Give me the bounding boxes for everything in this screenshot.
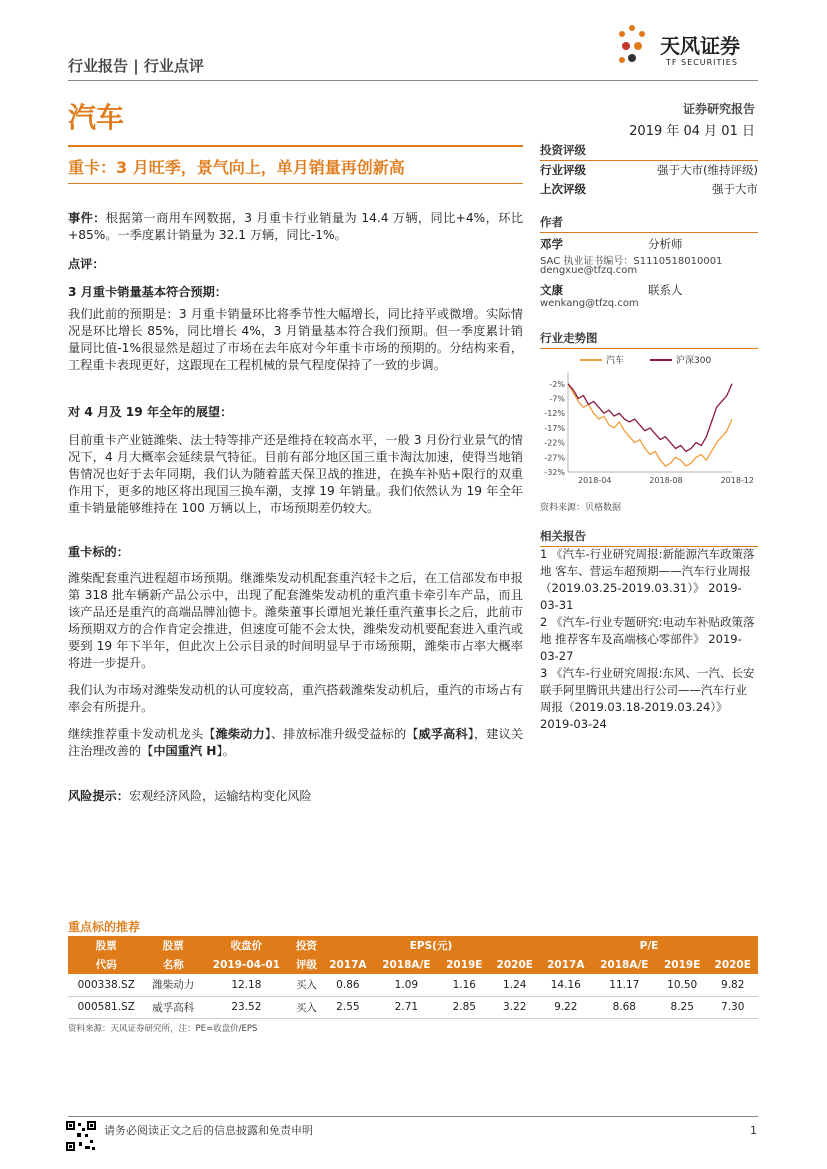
x-tick-label: 2018-08 (649, 476, 683, 485)
title-bottom-line (68, 183, 523, 184)
rating-label: 行业评级 (540, 163, 586, 177)
event-label: 事件： (68, 211, 106, 225)
th: 投资 (291, 936, 322, 955)
p5-stock-1: 潍柴动力 (215, 727, 265, 741)
th: 股票 (68, 936, 145, 955)
table-cell: 0.86 (322, 974, 374, 996)
footer-line (68, 1116, 758, 1117)
author-1-mail[interactable]: dengxue@tfzq.com (540, 265, 638, 276)
y-tick-label: -22% (544, 438, 565, 448)
table-cell: 8.68 (592, 996, 657, 1018)
event-text: 根据第一商用车网数据，3 月重卡行业销量为 14.4 万辆，同比+4%，环比+85%。一季度累计销量为 32.1 万辆，同比-1%。 (68, 211, 524, 242)
table-cell: 23.52 (202, 996, 291, 1018)
th: 2018A/E (374, 955, 439, 974)
risk-text: 宏观经济风险，运输结构变化风险 (128, 789, 312, 803)
y-tick-label: -17% (544, 423, 565, 433)
y-tick-label: -12% (544, 409, 565, 419)
comment-label: 点评： (68, 257, 105, 271)
report-kind: 证券研究报告 (682, 102, 755, 116)
author-2-mail[interactable]: wenkang@tfzq.com (540, 298, 639, 309)
table-cell: 9.82 (707, 974, 758, 996)
p5-e: 】，建议关注治理改善的【 (68, 727, 524, 758)
p5-a: 继续推荐重卡发动机龙头【 (68, 727, 216, 741)
table-cell: 9.22 (540, 996, 592, 1018)
th: 2019-04-01 (202, 955, 291, 974)
author-1-role: 分析师 (648, 237, 683, 251)
th: 代码 (68, 955, 145, 974)
x-tick-label: 2018-04 (578, 476, 612, 485)
author-1-name: 邓学 (540, 237, 563, 251)
paragraph-2: 目前重卡产业链潍柴、法士特等排产还是维持在较高水平，一般 3 月份行业景气的情况下，4 月大概率会延续景气特征。目前有部分地区国三重卡淘汰加速，使得当地销售情况也好于去年同期，我们认为随着蓝天保卫战的推进，在换车补贴+限行的双重作用下，更多的地区将出现国三换车潮，支撑 19 年销量。我们依然认为 19 年全年重卡销量能够维持在 100 万辆以上，市场预期差仍较大。 (68, 433, 523, 515)
legend-label: 沪深300 (676, 356, 712, 366)
th: 2020E (490, 955, 540, 974)
table-header-1 (68, 936, 758, 955)
page-number: 1 (750, 1124, 757, 1137)
p5-g: 】。 (216, 744, 235, 758)
author-2-row (540, 282, 758, 298)
section-heading-1: 3 月重卡销量基本符合预期： (68, 285, 227, 299)
th: P/E (540, 936, 758, 955)
author-heading: 作者 (540, 214, 758, 233)
paragraph-4: 我们认为市场对潍柴发动机的认可度较高，重汽搭载潍柴发动机后，重汽的市场占有率会有所提升。 (68, 683, 523, 714)
footer-disclaimer: 请务必阅读正文之后的信息披露和免责申明 (104, 1124, 313, 1137)
risk-paragraph (68, 788, 523, 805)
author-2-name: 文康 (540, 283, 563, 297)
author-1-sac: SAC 执业证书编号：S1110518010001 (540, 256, 723, 267)
table-cell: 2.71 (374, 996, 439, 1018)
table-cell: 1.16 (439, 974, 489, 996)
prev-rating-value: 强于大市 (712, 182, 758, 196)
rating-value: 强于大市(维持评级) (657, 163, 758, 177)
chart-source: 资料来源：贝格数据 (540, 503, 622, 513)
event-paragraph (68, 210, 523, 244)
prev-rating-label: 上次评级 (540, 182, 586, 196)
x-tick-label: 2018-12 (720, 476, 755, 485)
related-report-3[interactable]: 3 《汽车-行业研究周报:东风、一汽、长安联手阿里腾讯共建出行公司——汽车行业周报（2019.03.18-2019.03.24）》 2019-03-24 (540, 666, 755, 731)
rating-heading: 投资评级 (540, 142, 758, 161)
th: 2020E (707, 955, 758, 974)
logo-cn-text: 天风证券 (660, 34, 740, 58)
th: 名称 (145, 955, 202, 974)
y-tick-label: -7% (549, 394, 565, 404)
section-heading-3: 重卡标的： (68, 545, 129, 559)
th: 评级 (291, 955, 322, 974)
table-heading: 重点标的推荐 (68, 920, 141, 934)
risk-label: 风险提示： (68, 789, 129, 803)
table-cell: 威孚高科 (145, 996, 202, 1018)
trend-chart (540, 350, 758, 490)
related-report-2[interactable]: 2 《汽车-行业专题研究:电动车补贴政策落地 推荐客车及高端核心零部件》 2019-03-27 (540, 615, 755, 663)
report-type: 行业报告 | 行业点评 (68, 57, 204, 75)
table-cell: 潍柴动力 (145, 974, 202, 996)
related-heading: 相关报告 (540, 528, 758, 547)
qr-code-icon (65, 1120, 97, 1152)
th: 2018A/E (592, 955, 657, 974)
author-2-role: 联系人 (648, 283, 683, 297)
table-cell: 8.25 (657, 996, 707, 1018)
table-cell: 7.30 (707, 996, 758, 1018)
title-top-line (68, 145, 523, 147)
th: 2017A (540, 955, 592, 974)
table-cell: 11.17 (592, 974, 657, 996)
y-tick-label: -32% (544, 468, 565, 477)
rating-row (540, 162, 758, 178)
section-heading-2: 对 4 月及 19 年全年的展望： (68, 405, 233, 419)
stock-table (68, 936, 758, 1019)
p5-c: 】、排放标准升级受益标的【 (264, 727, 419, 741)
series-line-1 (568, 384, 732, 466)
report-date: 2019 年 04 月 01 日 (629, 124, 755, 139)
report-title: 重卡：3 月旺季，景气向上，单月销量再创新高 (68, 158, 405, 177)
table-row (68, 974, 758, 996)
table-cell: 3.22 (490, 996, 540, 1018)
table-cell: 12.18 (202, 974, 291, 996)
th: 股票 (145, 936, 202, 955)
th: 2019E (439, 955, 489, 974)
table-cell: 000338.SZ (68, 974, 145, 996)
header-divider (68, 80, 758, 81)
th: 2017A (322, 955, 374, 974)
table-cell: 1.09 (374, 974, 439, 996)
table-header-2 (68, 955, 758, 974)
prev-rating-row (540, 181, 758, 197)
paragraph-1: 我们此前的预期是：3 月重卡销量环比将季节性大幅增长，同比持平或微增。实际情况是环比增长 85%，同比增长 4%，3 月销量基本符合我们预期。但一季度累计销量同比值-1%很显然是超过了市场在去年底对今年重卡市场的预期的。分结构来看，工程重卡表现更好，这跟现在工程机械的景气程度保持了一致的步调。 (68, 307, 523, 372)
related-report-1[interactable]: 1 《汽车-行业研究周报:新能源汽车政策落地 客车、营运车超预期——汽车行业周报（2019.03.25-2019.03.31）》 2019-03-31 (540, 547, 755, 612)
table-cell: 10.50 (657, 974, 707, 996)
p5-stock-2: 威孚高科 (418, 727, 468, 741)
series-line-2 (568, 384, 732, 452)
table-cell: 2.85 (439, 996, 489, 1018)
legend-label: 汽车 (606, 356, 625, 366)
table-cell: 买入 (291, 974, 322, 996)
y-tick-label: -2% (549, 379, 565, 389)
p5-stock-3: 中国重汽 H (153, 744, 217, 758)
table-cell: 买入 (291, 996, 322, 1018)
th: 2019E (657, 955, 707, 974)
th: EPS(元) (322, 936, 540, 955)
paragraph-5 (68, 726, 523, 760)
table-cell: 14.16 (540, 974, 592, 996)
logo-en-text: TF SECURITIES (666, 58, 738, 67)
y-tick-label: -27% (544, 453, 565, 463)
table-cell: 1.24 (490, 974, 540, 996)
author-1-row (540, 236, 758, 252)
sector-title: 汽车 (68, 101, 125, 134)
table-cell: 2.55 (322, 996, 374, 1018)
paragraph-3: 潍柴配套重汽进程超市场预期。继潍柴发动机配套重汽轻卡之后，在工信部发布申报第 318 批车辆新产品公示中，出现了配套潍柴发动机的重汽重卡牵引车产品，而且该产品还是重汽的高端品牌汕德卡。潍柴董事长谭旭光兼任重汽董事长之后，此前市场预期双方的合作肯定会推进，但速度可能不会太快，潍柴发动机要配套进入重汽或要到 19 年下半年，但此次上公示目录的时间明显早于市场预期，潍柴市占率大概率将进一步提升。 (68, 571, 523, 670)
table-cell: 000581.SZ (68, 996, 145, 1018)
th: 收盘价 (202, 936, 291, 955)
table-note: 资料来源：天风证券研究所，注：PE=收盘价/EPS (68, 1024, 258, 1034)
table-row (68, 996, 758, 1018)
trend-heading: 行业走势图 (540, 330, 758, 349)
